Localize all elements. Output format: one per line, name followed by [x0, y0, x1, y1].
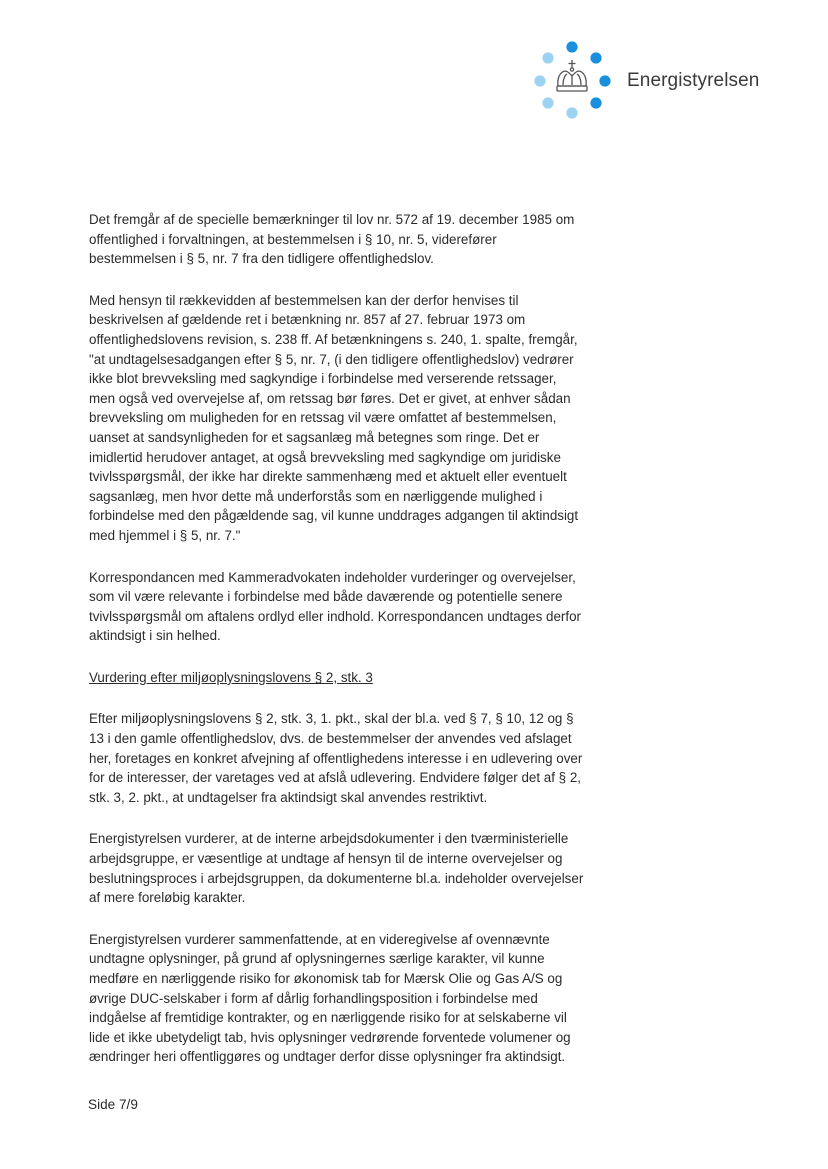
text-line: medføre en nærliggende risiko for økonomisk tab for Mærsk Olie og Gas A/S og: [89, 971, 563, 986]
page-number: Side 7/9: [88, 1097, 138, 1112]
text-line: indgåelse af fremtidige kontrakter, og en nærliggende risiko for at selskaberne vil: [89, 1010, 567, 1026]
text-line: ikke blot brevveksling med sagkyndige i forbindelse med verserende retssager,: [89, 371, 557, 387]
section-heading: Vurdering efter miljøoplysningslovens § 2, stk. 3: [89, 669, 373, 685]
crown-icon: [557, 60, 587, 91]
text-line: her, foretages en konkret afvejning af offentlighedens interesse i en udlevering over: [89, 750, 583, 766]
text-line: som vil være relevante i forbindelse med både daværende og potentielle senere: [89, 589, 563, 605]
header-logo: [530, 38, 770, 122]
logo-dot-bottom-right: [590, 97, 601, 108]
text-line: uanset at sandsynligheden for et sagsanlæg må betegnes som ringe. Det er: [89, 429, 540, 445]
paragraph-4: [89, 709, 609, 807]
text-line: for de interesser, der varetages ved at afslå udlevering. Endvidere følger det af § 2,: [89, 770, 582, 786]
text-line: forbindelse med den pågældende sag, vil kunne unddrages adgangen til aktindsigt: [89, 508, 579, 524]
text-line: af mere foreløbig karakter.: [89, 890, 246, 906]
text-line: med hjemmel i § 5, nr. 7.": [89, 527, 241, 543]
text-line: beslutningsproces i arbejdsgruppen, da dokumenterne bl.a. indeholder overvejelser: [89, 870, 584, 886]
text-line: bestemmelsen i § 5, nr. 7 fra den tidligere offentlighedslov.: [89, 251, 434, 267]
text-line: brevveksling om muligheden for en retssag vil være omfattet af bestemmelsen,: [89, 410, 557, 426]
text-line: offentlighed i forvaltningen, at bestemmelsen i § 10, nr. 5, viderefører: [89, 231, 497, 247]
text-line: Energistyrelsen vurderer sammenfattende, at en videregivelse af ovennævnte: [89, 931, 550, 947]
text-line: øvrige DUC-selskaber i form af dårlig forhandlingsposition i forbindelse med: [89, 990, 538, 1006]
logo-dot-bottom: [566, 107, 577, 118]
crown-dots-logo-icon: [530, 38, 614, 122]
paragraph-2: [89, 291, 609, 546]
brand-name: Energistyrelsen: [627, 70, 760, 91]
text-line: Korrespondancen med Kammeradvokaten indeholder vurderinger og overvejelser,: [89, 569, 576, 585]
text-line: beskrivelsen af gældende ret i betænkning nr. 857 af 27. februar 1973 om: [89, 312, 526, 328]
logo-dot-top-right: [590, 52, 601, 63]
text-line: stk. 3, 2. pkt., at undtagelser fra aktindsigt skal anvendes restriktivt.: [89, 789, 488, 805]
text-line: Efter miljøoplysningslovens § 2, stk. 3, 1. pkt., skal der bl.a. ved § 7, § 10, 12 og §: [89, 711, 574, 727]
paragraph-6: [89, 930, 609, 1067]
text-line: Med hensyn til rækkevidden af bestemmelsen kan der derfor henvises til: [89, 292, 519, 308]
logo-dot-right: [599, 75, 610, 86]
text-line: "at undtagelsesadgangen efter § 5, nr. 7, (i den tidligere offentlighedslov) vedrører: [89, 351, 574, 367]
letter-body: [89, 210, 609, 1089]
text-line: 13 i den gamle offentlighedslov, dvs. de bestemmelser der anvendes ved afslaget: [89, 731, 572, 747]
text-line: Det fremgår af de specielle bemærkninger til lov nr. 572 af 19. december 1985 om: [89, 212, 575, 227]
text-line: aktindsigt i sin helhed.: [89, 628, 221, 644]
text-line: tvivlsspørgsmål, der ikke har direkte sammenhæng med et aktuelt eller eventuelt: [89, 469, 567, 485]
text-line: men også ved overvejelse af, om retssag bør føres. Det er givet, at enhver sådan: [89, 390, 571, 406]
paragraph-1: [89, 210, 609, 269]
logo-dot-top: [566, 41, 577, 52]
text-line: arbejdsgruppe, er væsentlige at undtage af hensyn til de interne overvejelser og: [89, 851, 563, 867]
text-line: lide et ikke ubetydeligt tab, hvis oplysninger vedrørende forventede volumener og: [89, 1029, 571, 1045]
text-line: ændringer heri offentliggøres og undtager derfor disse oplysninger fra aktindsigt.: [89, 1049, 566, 1065]
logo-dot-top-left: [542, 52, 553, 63]
paragraph-5: [89, 829, 609, 907]
logo-dot-bottom-left: [542, 97, 553, 108]
text-line: sagsanlæg, men hvor dette må underforstås som en nærliggende mulighed i: [89, 488, 543, 504]
text-line: Energistyrelsen vurderer, at de interne arbejdsdokumenter i den tværministerielle: [89, 831, 569, 847]
text-line: offentlighedslovens revision, s. 238 ff. Af betænkningens s. 240, 1. spalte, fremgår,: [89, 331, 578, 347]
text-line: tvivlsspørgsmål om aftalens ordlyd eller indhold. Korrespondancen undtages derfor: [89, 608, 581, 624]
paragraph-3: [89, 568, 609, 646]
text-line: undtagne oplysninger, på grund af oplysningernes særlige karakter, vil kunne: [89, 951, 545, 967]
logo-dot-left: [534, 75, 545, 86]
text-line: imidlertid herudover antaget, at også brevveksling med sagkyndige om juridiske: [89, 449, 561, 465]
